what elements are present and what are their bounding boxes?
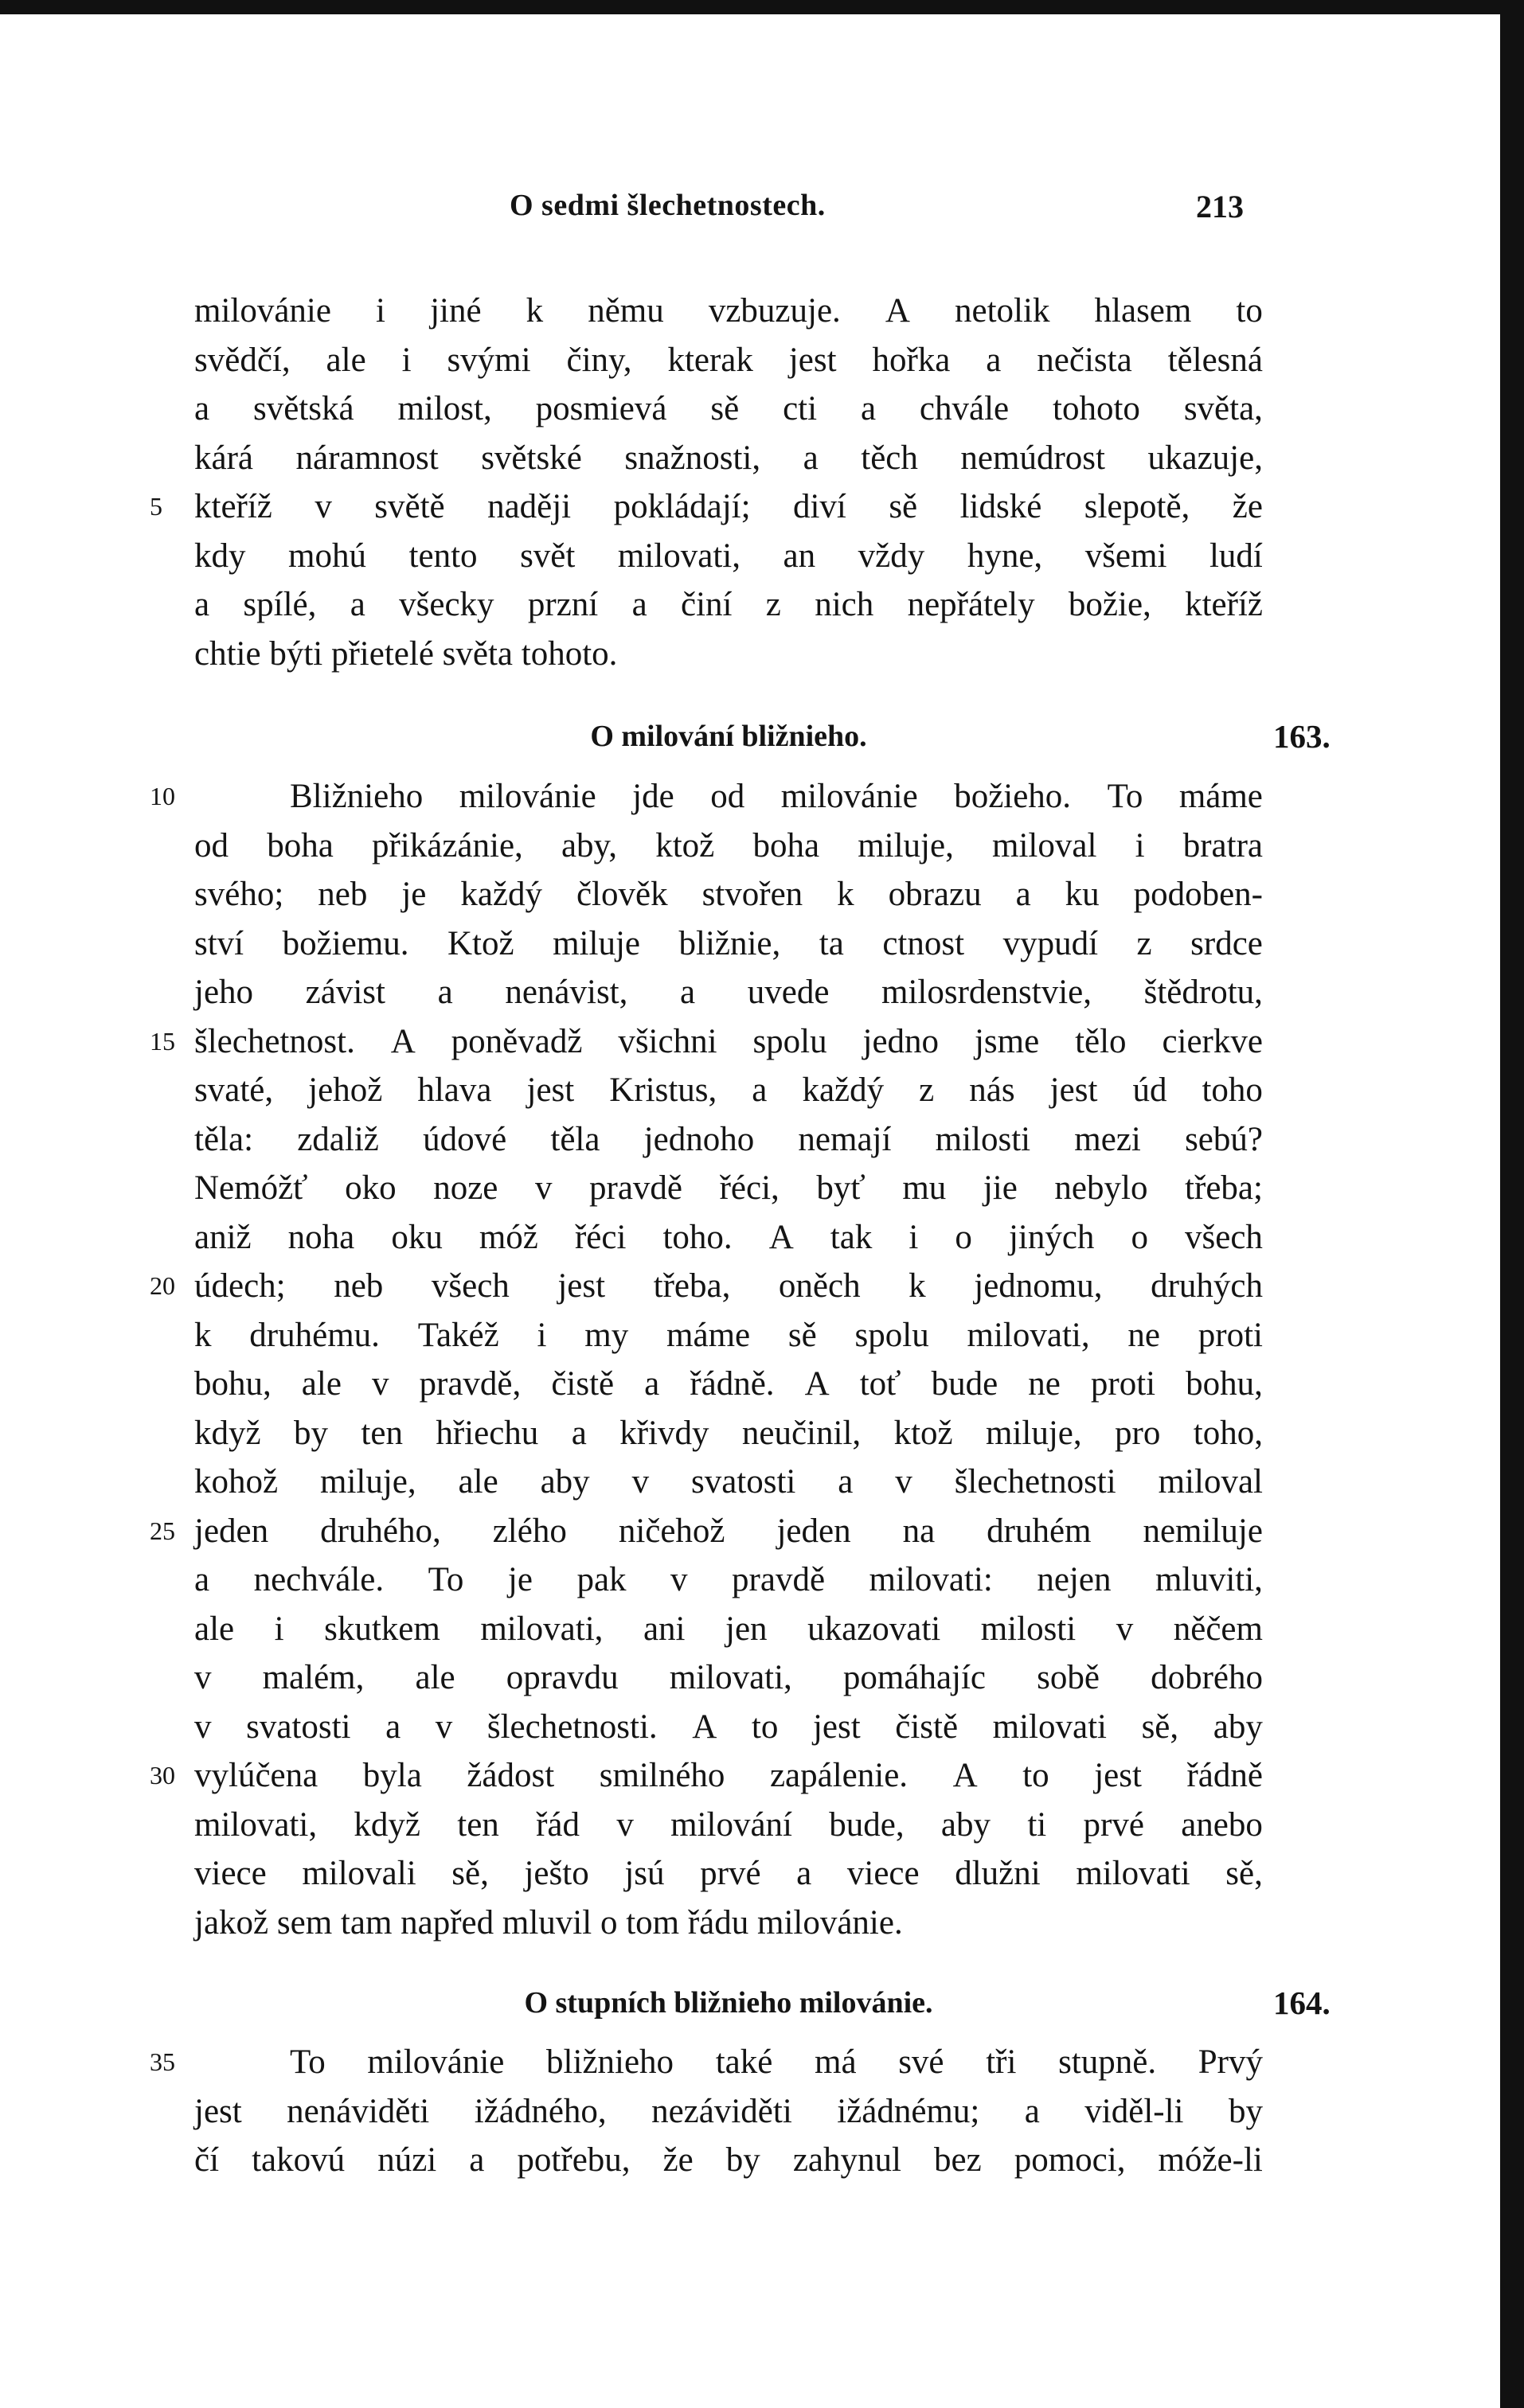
text-line: šlechetnost. A poněvadž všichni spolu jedno jsme tělo cierkve 15 [194,1017,1263,1067]
text-line: čí takovú núzi a potřebu, že by zahynul bez pomoci, móže-li [194,2141,1263,2179]
text-line: v malém, ale opravdu milovati, pomáhajíc sobě dobrého [194,1659,1263,1696]
section-heading-163 [194,712,1331,761]
line-number: 5 [150,492,162,521]
section-number: 163. [1273,718,1331,755]
text-line: když by ten hřiechu a křivdy neučinil, ktož miluje, pro toho, [194,1414,1263,1452]
text-line: kteříž v světě naději pokládají; diví sě lidské slepotě, že 5 [194,482,1263,532]
text-line: a světská milost, posmievá sě cti a chvále tohoto světa, [194,390,1263,427]
text-line: Bližnieho milovánie jde od milovánie božieho. To máme 10 [194,772,1263,822]
section-number: 164. [1273,1985,1331,2021]
text-line: bohu, ale v pravdě, čistě a řádně. A toť bude ne proti bohu, [194,1365,1263,1403]
section-heading-164 [194,1979,1331,2027]
page-number: 213 [1196,189,1244,224]
text-line: od boha přikázánie, aby, ktož boha miluje, miloval i bratra [194,826,1263,864]
text-line: svého; neb je každý člověk stvořen k obrazu a ku podoben- [194,876,1263,913]
text-block-intro [150,287,1263,678]
text-line: a nechvále. To je pak v pravdě milovati: nejen mluviti, [194,1561,1263,1598]
line-number: 15 [150,1026,175,1056]
text-line: chtie býti přietelé světa tohoto. [194,634,618,673]
text-line: ství božiemu. Ktož miluje bližnie, ta ctnost vypudí z srdce [194,924,1263,962]
text-line: jest nenáviděti ižádného, nezáviděti ižádnému; a viděl-li by [194,2092,1263,2130]
text-line: ale i skutkem milovati, ani jen ukazovati milosti v něčem [194,1610,1263,1648]
text-line: viece milovali sě, ješto jsú prvé a viece dlužni milovati sě, [194,1855,1263,1892]
page-header [0,188,1500,236]
line-number: 30 [150,1761,175,1789]
line-number: 20 [150,1271,175,1300]
text-line: a spílé, a všecky przní a činí z nich nepřátely božie, kteříž [194,586,1263,623]
text-block-164 [150,2038,1263,2185]
text-line: v svatosti a v šlechetnosti. A to jest čistě milovati sě, aby [194,1707,1263,1746]
section-title: O stupních bližnieho milovánie. [524,1986,933,2020]
text-line: údech; neb všech jest třeba, oněch k jednomu, druhých 20 [194,1262,1263,1311]
text-line: To milovánie bližnieho také má své tři stupně. Prvý 35 [194,2038,1263,2087]
line-number: 35 [150,2047,175,2076]
text-line: k druhému. Takéž i my máme sě spolu milovati, ne proti [194,1316,1263,1354]
text-line: kárá náramnost světské snažnosti, a těch nemúdrost ukazuje, [194,439,1263,477]
line-number: 25 [150,1516,175,1545]
text-line: kohož miluje, ale aby v svatosti a v šlechetnosti miloval [194,1463,1263,1501]
running-title: O sedmi šlechetnostech. [510,189,826,222]
text-line: těla: zdaliž údové těla jednoho nemají milosti mezi sebú? [194,1120,1263,1158]
text-line: milovánie i jiné k němu vzbuzuje. A netolik hlasem to [194,292,1263,330]
text-line: svaté, jehož hlava jest Kristus, a každý z nás jest úd toho [194,1071,1263,1109]
text-line: milovati, když ten řád v milování bude, aby ti prvé anebo [194,1805,1263,1844]
scan-border-right [1500,0,1524,2408]
text-line: aniž noha oku móž řéci toho. A tak i o jiných o všech [194,1218,1263,1256]
text-line: jeden druhého, zlého ničehož jeden na druhém nemiluje 25 [194,1507,1263,1556]
text-line: Nemóžť oko noze v pravdě řéci, byť mu jie nebylo třeba; [194,1169,1263,1207]
text-block-163 [150,772,1263,1947]
text-line: kdy mohú tento svět milovati, an vždy hyne, všemi ludí [194,537,1263,575]
section-title: O milování bližnieho. [590,720,867,753]
text-line: vylúčena byla žádost smilného zapálenie. A to jest řádně 30 [194,1751,1263,1801]
line-number: 10 [150,782,175,810]
text-line: jakož sem tam napřed mluvil o tom řádu milovánie. [194,1903,903,1942]
text-line: svědčí, ale i svými činy, kterak jest hořka a nečista tělesná [194,341,1263,379]
text-line: jeho závist a nenávist, a uvede milosrdenstvie, štědrotu, [194,974,1263,1011]
